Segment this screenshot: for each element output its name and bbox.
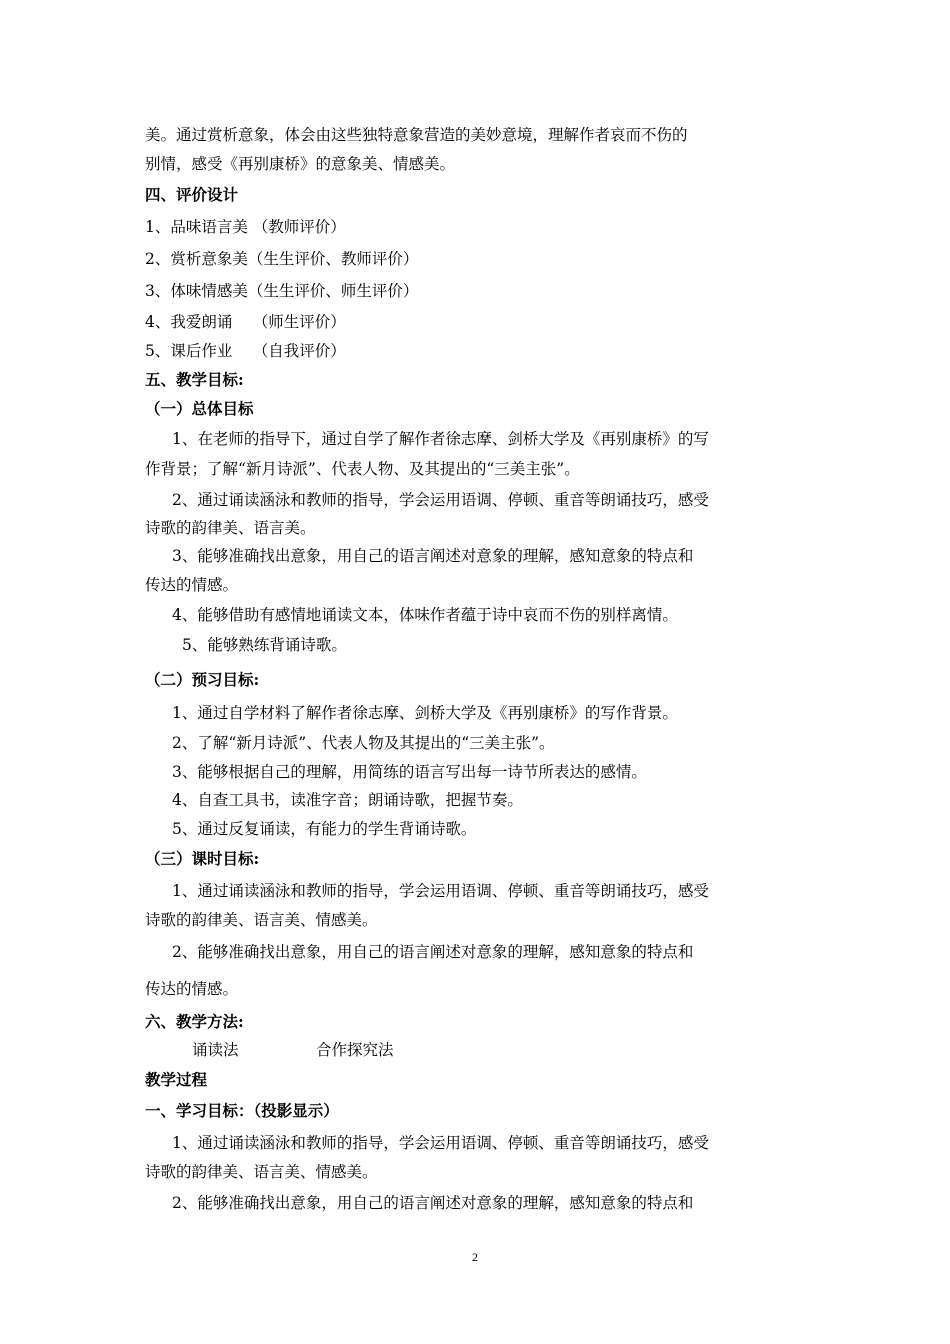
paragraph-line: 2、能够准确找出意象，用自己的语言阐述对意象的理解，感知意象的特点和	[172, 943, 694, 961]
paragraph-line: 作背景；了解“新月诗派”、代表人物、及其提出的“三美主张”。	[145, 460, 580, 478]
list-item: 3、能够根据自己的理解，用简练的语言写出每一诗节所表达的感情。	[172, 763, 647, 781]
list-item: 2、赏析意象美（生生评价、教师评价）	[145, 250, 419, 268]
section-heading: 五、教学目标:	[145, 370, 244, 389]
list-item: 3、体味情感美（生生评价、师生评价）	[145, 282, 419, 300]
subsection-heading: （一）总体目标	[145, 399, 254, 418]
paragraph-line: 3、能够准确找出意象，用自己的语言阐述对意象的理解，感知意象的特点和	[172, 547, 694, 565]
page-number: 2	[472, 1250, 478, 1264]
paragraph-line: 美。通过赏析意象，体会由这些独特意象营造的美妙意境，理解作者哀而不伤的	[145, 126, 688, 144]
paragraph-line: 1、通过诵读涵泳和教师的指导，学会运用语调、停顿、重音等朗诵技巧，感受	[172, 1134, 709, 1152]
paragraph-line: 2、能够准确找出意象，用自己的语言阐述对意象的理解，感知意象的特点和	[172, 1194, 694, 1212]
paragraph-line: 5、能够熟练背诵诗歌。	[182, 636, 347, 654]
paragraph-line: 诗歌的韵律美、语言美。	[145, 519, 316, 537]
paragraph-line: 传达的情感。	[145, 576, 239, 594]
paragraph-line: 诗歌的韵律美、语言美、情感美。	[145, 1163, 378, 1181]
list-item: 5、通过反复诵读，有能力的学生背诵诗歌。	[172, 820, 477, 838]
subsection-heading: （二）预习目标:	[145, 670, 260, 689]
list-item: 4、自查工具书，读准字音；朗诵诗歌，把握节奏。	[172, 791, 523, 809]
section-heading: 教学过程	[145, 1070, 208, 1089]
list-item: 1、通过自学材料了解作者徐志摩、剑桥大学及《再别康桥》的写作背景。	[172, 704, 678, 722]
list-item: 2、了解“新月诗派”、代表人物及其提出的“三美主张”。	[172, 734, 555, 752]
list-item: 4、我爱朗诵 （师生评价）	[145, 313, 346, 331]
paragraph-line: 诗歌的韵律美、语言美、情感美。	[145, 911, 378, 929]
paragraph-line: 1、通过诵读涵泳和教师的指导，学会运用语调、停顿、重音等朗诵技巧，感受	[172, 882, 709, 900]
teaching-methods: 诵读法 合作探究法	[192, 1041, 394, 1059]
paragraph-line: 2、通过诵读涵泳和教师的指导，学会运用语调、停顿、重音等朗诵技巧，感受	[172, 491, 709, 509]
section-heading: 一、学习目标：（投影显示）	[145, 1101, 339, 1120]
list-item: 5、课后作业 （自我评价）	[145, 342, 346, 360]
subsection-heading: （三）课时目标:	[145, 849, 260, 868]
paragraph-line: 传达的情感。	[145, 980, 239, 998]
list-item: 1、品味语言美 （教师评价）	[145, 218, 346, 236]
section-heading: 六、教学方法:	[145, 1012, 244, 1031]
paragraph-line: 别情，感受《再别康桥》的意象美、情感美。	[145, 155, 456, 173]
paragraph-line: 4、能够借助有感情地诵读文本，体味作者蕴于诗中哀而不伤的别样离情。	[172, 606, 678, 624]
paragraph-line: 1、在老师的指导下，通过自学了解作者徐志摩、剑桥大学及《再别康桥》的写	[172, 430, 709, 448]
section-heading: 四、评价设计	[145, 185, 239, 204]
